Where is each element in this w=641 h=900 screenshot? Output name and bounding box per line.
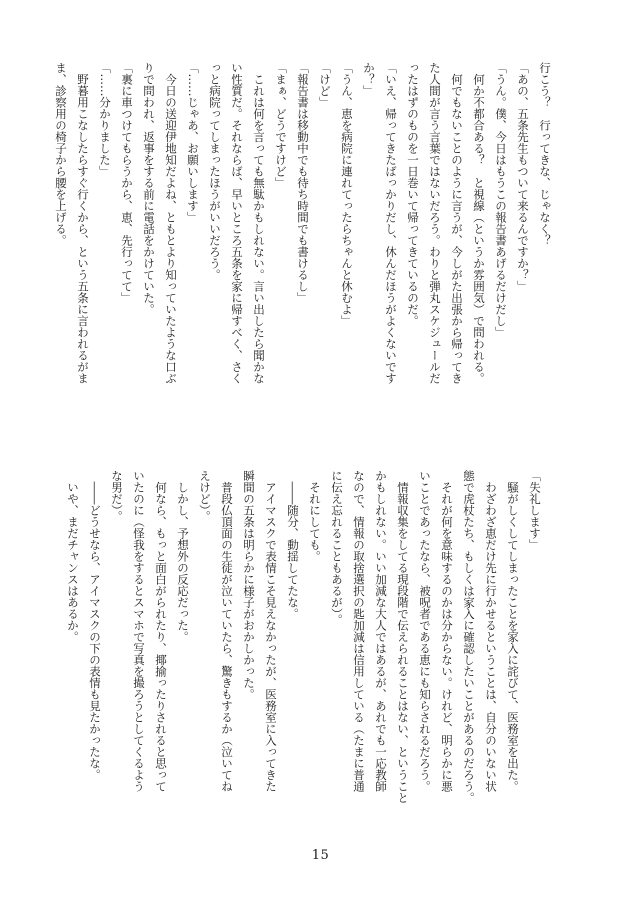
text-line: ったはずのものを一日巻いて帰ってきているのだ。 [406, 62, 420, 327]
text-line: に伝え忘れることもあるが）。 [330, 470, 344, 626]
text-line: これは何を言っても無駄かもしれない。言い出したら聞かな [252, 62, 266, 384]
text-line: 瞬間の五条は明らかに様子がおかしかった。 [242, 470, 256, 700]
text-line: 「裏に車つけてもらうから、恵、先行ってて」 [120, 62, 134, 304]
text-line: いことであったなら、被呪者である恵にも知らされるだろう。 [418, 470, 432, 792]
text-line: 何なら、もっと面白がられたり、揶揄ったりされると思って [154, 470, 168, 792]
text-line: 「いえ、帰ってきたばっかりだし、休んだほうがよくないです [384, 62, 398, 384]
text-line: 騒がしくしてしまったことを家入に詫びて、医務室を出た。 [506, 470, 520, 792]
text-line: た人間が言う言葉ではないだろう。わりと弾丸スケジュールだ [428, 62, 442, 384]
text-line: ま、診察用の椅子から腰を上げる。 [54, 62, 68, 246]
text-line: 「うん、恵を病院に連れてったらちゃんと休むよ」 [340, 62, 354, 327]
text-line: しかし、予想外の反応だった。 [176, 470, 190, 643]
text-line: 態で虎杖たち、もしくは家入に確認したいことがあるのだろう。 [462, 470, 476, 804]
text-line: 普段仏頂面の生徒が泣いていたら、驚きもするか（泣いてね [220, 470, 234, 792]
text-line: 「失礼します」 [528, 470, 542, 551]
text-line: りで問われ、返事をする前に電話をかけていた。 [142, 62, 156, 315]
text-line: 「うん。僕、今日はもうこの報告書あげるだけだし」 [494, 62, 508, 338]
text-line: 「あの、五条先生もついて来るんですか？」 [516, 62, 530, 292]
text-line: 「報告書は移動中でも待ち時間でも書けるし」 [296, 62, 310, 304]
text-line: 今日の送迎伊地知だよね、ともとより知っていたような口ぶ [164, 62, 178, 384]
text-line: アイマスクで表情こそ見えなかったが、医務室に入ってきた [264, 470, 278, 792]
text-line: いや、まだチャンスはあるか。 [66, 470, 80, 643]
text-line: それにしても。 [308, 470, 322, 562]
text-line: 何でもないことのように言うが、今しがた出張から帰ってき [450, 62, 464, 384]
text-line: なので、情報の取捨選択の匙加減は信用している（たまに普通 [352, 470, 366, 792]
text-line: な男だ）。 [110, 470, 124, 522]
text-line: か？」 [362, 62, 376, 97]
text-line: 野暮用こなしたらすぐ行くから、という五条に言われるがま [76, 62, 90, 384]
text-line: 「けど」 [318, 62, 332, 108]
text-line: 情報収集をしてる現段階で伝えられることはない、ということ [396, 470, 410, 804]
text-line: っと病院ってしまったほうがいいだろう。 [208, 62, 222, 281]
text-line: かもしれない。いい加減な大人ではあるが、あれでも一応教師 [374, 470, 388, 792]
text-line: い性質だ。それならば、早いところ五条を家に帰すべく、さく [230, 62, 244, 384]
page-number: 15 [311, 848, 330, 863]
text-line: えけど）。 [198, 470, 212, 522]
text-line: 「……分かりました」 [98, 62, 112, 177]
text-line: それが何を意味するのかは分からない。けれど、明らかに悪 [440, 470, 454, 792]
upper-text-block [54, 62, 556, 422]
text-line: 「まぁ、どうですけど」 [274, 62, 288, 189]
text-line: ――どうせなら、アイマスクの下の表情も見たかったな。 [88, 470, 102, 781]
text-line: わざわざ恵だけ先に行かせるということは、自分のいない状 [484, 470, 498, 792]
text-line: 「……じゃあ、お願いします」 [186, 62, 200, 223]
lower-text-block [66, 470, 546, 830]
text-line: ――随分、動揺してたな。 [286, 470, 300, 620]
text-line: 何か不都合ある？ と視線（というか雰囲気）で問われる。 [472, 62, 486, 384]
text-line: いたのに（怪我をするとスマホで写真を撮ろうとしてくるよう [132, 470, 146, 792]
text-line: 行こう？ 行ってきな、じゃなく？ [538, 62, 552, 246]
